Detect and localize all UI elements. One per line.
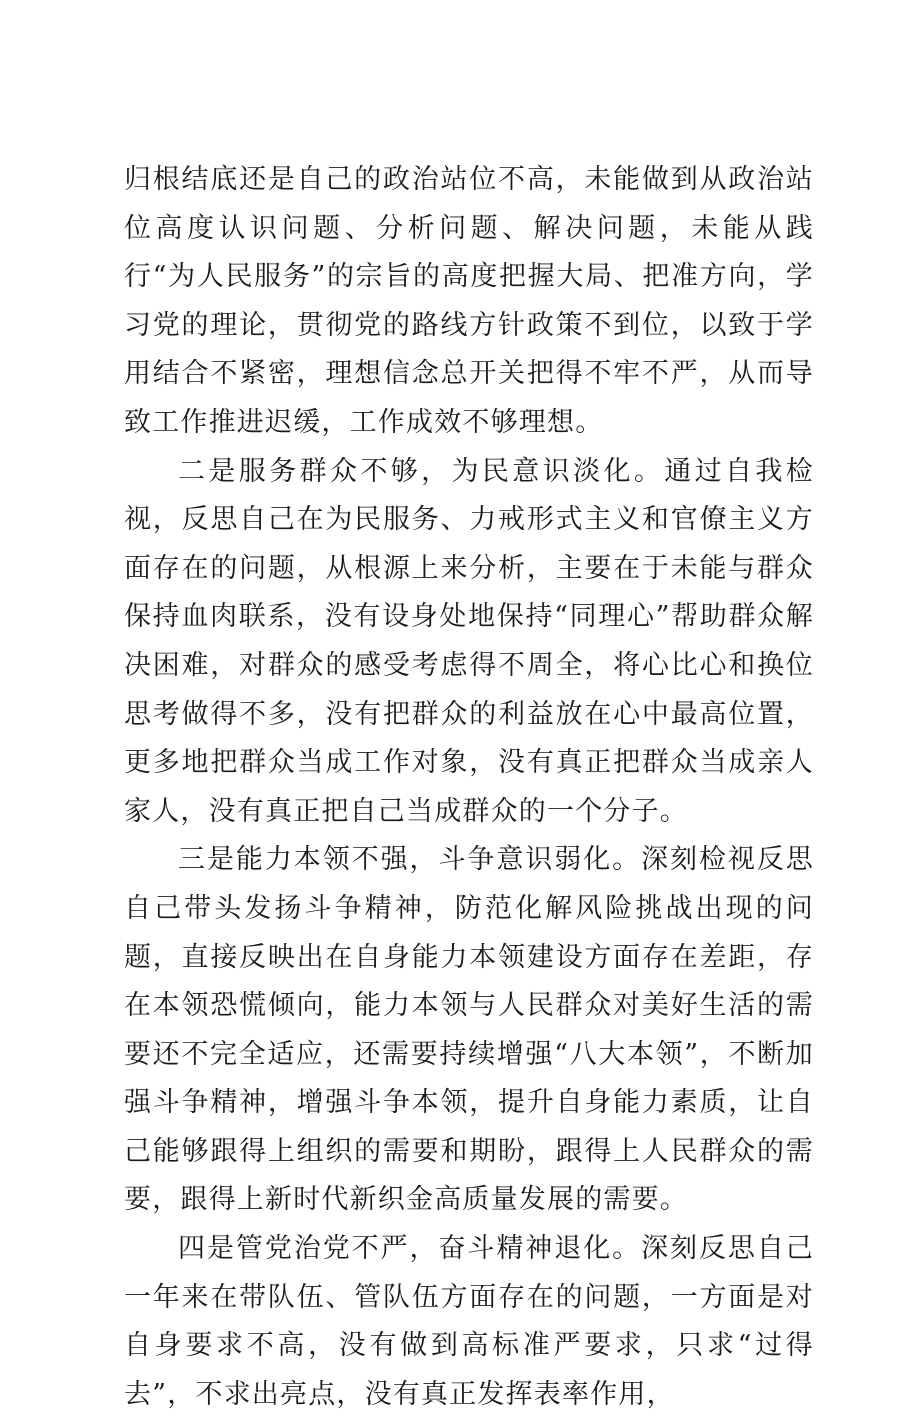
document-body <box>124 156 814 1419</box>
paragraph-party-governance: 四是管党治党不严，奋斗精神退化。深刻反思自己一年来在带队伍、管队伍方面存在的问题，一方面是对自身要求不高，没有做到高标准严要求，只求“过得去”，不求出亮点，没有真正发挥表率作用， <box>124 1233 814 1410</box>
paragraph-continuation: 归根结底还是自己的政治站位不高，未能做到从政治站位高度认识问题、分析问题、解决问题，未能从践行“为人民服务”的宗旨的高度把握大局、把准方向，学习党的理论，贯彻党的路线方针政策不到位，以致于学用结合不紧密，理想信念总开关把得不牢不严，从而导致工作推进迟缓，工作成效不够理想。 <box>124 164 814 438</box>
paragraph-serve-masses: 二是服务群众不够，为民意识淡化。通过自我检视，反思自己在为民服务、力戒形式主义和官僚主义方面存在的问题，从根源上来分析，主要在于未能与群众保持血肉联系，没有设身处地保持“同理心”帮助群众解决困难，对群众的感受考虑得不周全，将心比心和换位思考做得不多，没有把群众的利益放在心中最高位置，更多地把群众当成工作对象，没有真正把群众当成亲人家人，没有真正把自己当成群众的一个分子。 <box>124 455 814 827</box>
paragraph-ability-skills: 三是能力本领不强，斗争意识弱化。深刻检视反思自己带头发扬斗争精神，防范化解风险挑战出现的问题，直接反映出在自身能力本领建设方面存在差距，存在本领恐慌倾向，能力本领与人民群众对美好生活的需要还不完全适应，还需要持续增强“八大本领”，不断加强斗争精神，增强斗争本领，提升自身能力素质，让自己能够跟得上组织的需要和期盼，跟得上人民群众的需要，跟得上新时代新织金高质量发展的需要。 <box>124 844 814 1216</box>
